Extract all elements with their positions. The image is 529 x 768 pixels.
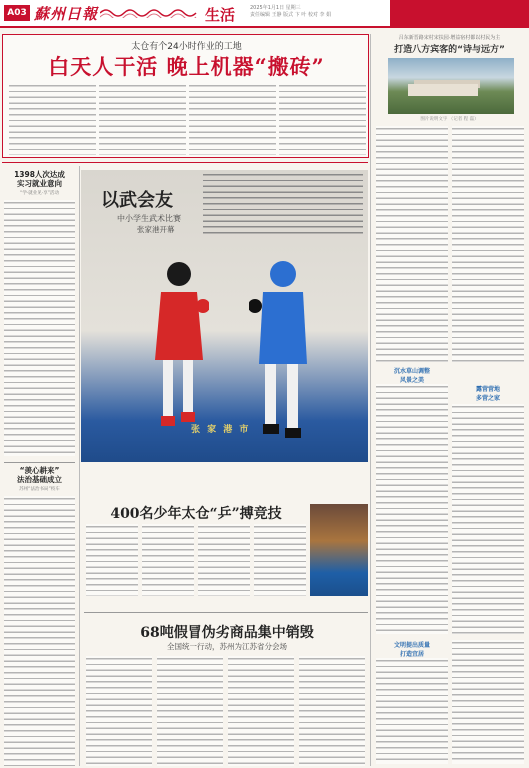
village-photo — [388, 58, 514, 114]
wave-ornament-icon — [100, 8, 198, 18]
bottom-divider — [84, 612, 368, 613]
left-article2-headline: “羡心耕来” 法治基础成立 — [17, 466, 62, 484]
left-article2-byline: 苏州“法治书局”校车 — [19, 487, 60, 492]
right-column-article[interactable] — [372, 34, 527, 766]
counterfeit-body-col-1 — [86, 656, 152, 766]
page-number: A03 — [4, 5, 30, 21]
newspaper-brand: 蘇州日報 — [34, 5, 99, 23]
feature-intro-text — [203, 172, 363, 234]
right-text-col-1b — [376, 384, 448, 634]
village-photo-caption: 图片说明文字 （记者 程 磊） — [420, 117, 479, 122]
counterfeit-body-col-3 — [228, 656, 294, 766]
masthead — [0, 0, 529, 28]
feature-headline: 以武会友 — [101, 190, 173, 211]
left-column-divider — [79, 166, 80, 766]
edition-date: 2025年1月1日 星期三 — [250, 5, 301, 11]
edition-editors: 责任编辑 王静 版式 卞 叶 校对 李 娟 — [250, 12, 332, 18]
left-article1-byline: “学·就业见·享”活动 — [19, 191, 60, 196]
red-fighter-figure — [149, 260, 209, 440]
right-text-col-1c — [376, 658, 448, 764]
lead-body-col-3 — [189, 83, 276, 155]
wushu-feature[interactable] — [81, 166, 368, 496]
lead-subtitle: 太仓有个24小时作业的工地 — [131, 42, 242, 52]
pingpong-body-col-1 — [86, 524, 138, 596]
column-divider — [370, 34, 371, 766]
left-column[interactable] — [2, 166, 77, 766]
lead-headline: 白天人干活 晚上机器“搬砖” — [48, 54, 325, 79]
counterfeit-body-col-4 — [299, 656, 365, 766]
pingpong-body-col-2 — [142, 524, 194, 596]
pingpong-photo — [310, 504, 368, 596]
pingpong-headline[interactable]: 400名少年太仓“乒”搏竞技 — [110, 506, 282, 522]
lead-body-col-2 — [99, 83, 186, 155]
mat-lettering: 张 家 港 市 — [191, 425, 251, 435]
right-text-col-1a — [376, 126, 448, 362]
right-text-col-2a — [452, 126, 524, 362]
counterfeit-headline[interactable]: 68吨假冒伪劣商品集中销毁 — [140, 625, 314, 641]
right-headline: 打造八方宾客的“诗与远方” — [394, 45, 505, 55]
counterfeit-subtitle: 全国统一行动，苏州为江苏省分会场 — [167, 642, 287, 651]
lead-body-col-4 — [279, 83, 366, 155]
counterfeit-body-col-2 — [157, 656, 223, 766]
left-article1-headline: 1398人次达成 实习就业意向 — [14, 170, 65, 188]
edition-meta — [250, 5, 390, 19]
left-article2-body — [4, 496, 75, 766]
right-subhead-1: 沉水草山调整 风景之美 — [393, 368, 430, 384]
lead-body-col-1 — [9, 83, 96, 155]
feature-subtitle-2: 张家港开幕 — [137, 225, 175, 234]
pingpong-body-col-4 — [254, 524, 306, 596]
pingpong-body-col-3 — [198, 524, 250, 596]
right-subhead-2: 露营营地 多营之家 — [475, 386, 500, 402]
section-title: 生活 — [205, 6, 236, 24]
lead-bottom-rule — [2, 162, 368, 163]
lead-article[interactable] — [2, 34, 369, 158]
left-divider — [4, 462, 75, 463]
right-text-col-2b — [452, 404, 524, 634]
right-kicker: 吕东新晋路宋村宋扶园·增益宿村都以村民为主 — [398, 35, 501, 41]
left-article1-body — [4, 200, 75, 456]
right-subhead-3: 文明提出质量 打造宜居 — [393, 642, 430, 658]
blue-fighter-figure — [249, 260, 319, 450]
feature-subtitle-1: 中小学生武术比赛 — [117, 214, 181, 223]
masthead-banner — [390, 0, 529, 28]
right-text-col-2c — [452, 640, 524, 764]
